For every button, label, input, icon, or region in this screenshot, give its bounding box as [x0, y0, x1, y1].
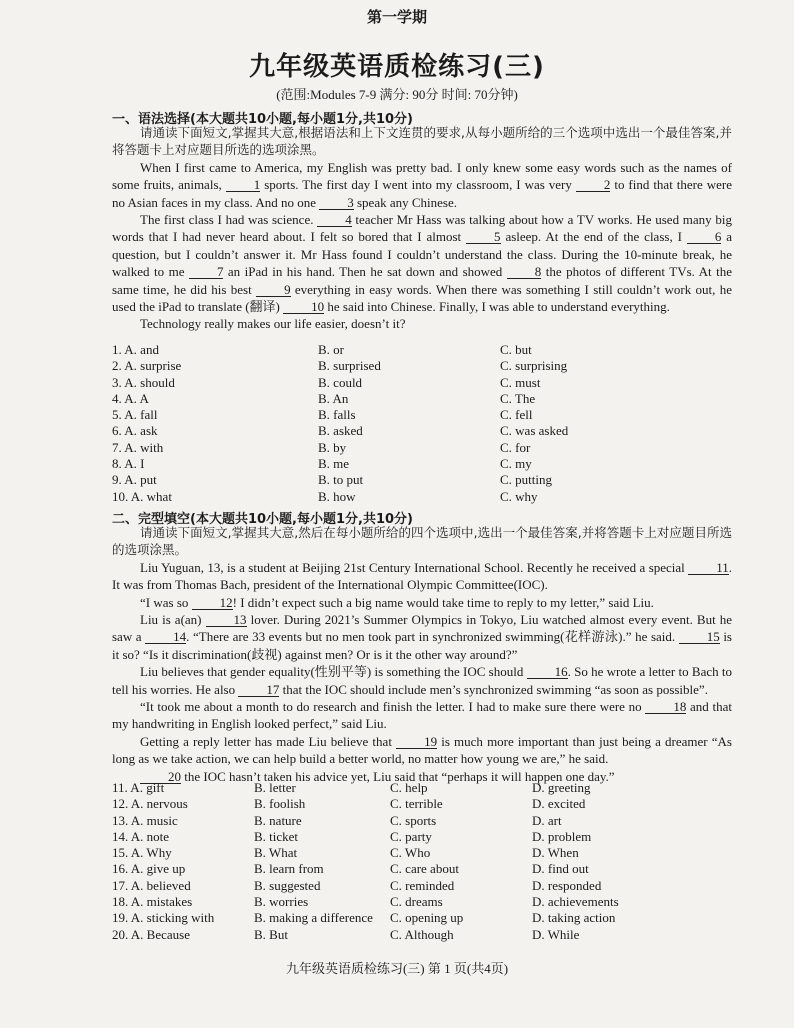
section2-paragraph-6: Getting a reply letter has made Liu believe that 19 is much more important than just being a dreamer “As long as we take action, we can help build a better world, no matter how young we are,” he said.	[112, 733, 732, 767]
option-choice: B. falls	[318, 407, 356, 423]
option-row	[112, 375, 732, 391]
option-choice: B. or	[318, 342, 344, 357]
blank-13: 13	[206, 613, 247, 627]
term-label: 第一学期	[366, 8, 427, 26]
option-choice: C. for	[500, 439, 531, 455]
option-choice: B. nature	[254, 812, 302, 828]
option-choice: C. but	[500, 342, 532, 357]
option-choice: D. find out	[532, 861, 589, 877]
option-choice: D. achievements	[532, 894, 619, 910]
option-choice: D. While	[532, 926, 580, 942]
option-choice: D. taking action	[532, 910, 616, 926]
option-choice: C. reminded	[390, 877, 455, 893]
blank-11: 11	[688, 561, 729, 575]
section2-paragraph-4: Liu believes that gender equality(性别平等) is something the IOC should 16. So he wrote a letter to Bach to tell his worries. He also 17 that the IOC should include men’s synchronized swimming “as soon as possible”.	[112, 664, 732, 697]
option-choice: 14. A. note	[112, 828, 170, 844]
option-row	[112, 878, 732, 894]
blank-19: 19	[396, 735, 437, 749]
option-choice: C. help	[390, 780, 428, 795]
option-choice: B. could	[318, 374, 363, 390]
section2-paragraph-2: “I was so 12! I didn’t expect such a big name would take time to reply to my letter,” said Liu.	[140, 594, 654, 610]
section1-paragraph-1: When I first came to America, my English was pretty bad. I only knew some easy words such as the names of some fruits, animals, 1 sports. The first day I went into my classroom, I was very 2 to find that there were no Asian faces in my class. And no one 3 speak any Chinese.	[112, 159, 732, 210]
option-row	[112, 423, 732, 439]
option-row	[112, 894, 732, 910]
section2-paragraph-1: Liu Yuguan, 13, is a student at Beijing 21st Century International School. Recently he received a special 11. It was from Thomas Bach, president of the International Olympic Committee(IOC).	[112, 559, 732, 593]
option-choice: C. Who	[390, 845, 431, 861]
blank-4: 4	[317, 213, 352, 227]
option-row	[112, 440, 732, 456]
option-choice: 13. A. music	[112, 812, 178, 828]
blank-10: 10	[283, 300, 324, 314]
section1-instruction: 请通读下面短文,掌握其大意,根据语法和上下文连贯的要求,从每小题所给的三个选项中选出一个最佳答案,并将答题卡上对应题目所选的选项涂黑。	[112, 125, 732, 158]
section2-passage	[112, 524, 732, 785]
section1-paragraph-3: Technology really makes our life easier, doesn’t it?	[140, 316, 406, 332]
option-choice: 11. A. gift	[112, 780, 165, 795]
option-choice: B. me	[318, 456, 350, 472]
option-choice: 7. A. with	[112, 439, 164, 455]
option-choice: B. letter	[254, 780, 296, 795]
option-choice: 4. A. A	[112, 390, 149, 406]
option-choice: C. why	[500, 488, 538, 504]
option-choice: 12. A. nervous	[112, 796, 188, 812]
option-choice: 17. A. believed	[112, 877, 191, 893]
option-choice: B. surprised	[318, 358, 381, 374]
option-choice: C. was asked	[500, 423, 569, 439]
option-choice: 18. A. mistakes	[112, 894, 193, 910]
section2-paragraph-5: “It took me about a month to do research and finish the letter. I had to make sure there were no 18 and that my handwriting in English looked perfect,” said Liu.	[112, 699, 732, 732]
option-row	[112, 342, 732, 358]
option-choice: 10. A. what	[112, 488, 172, 504]
section2-options	[112, 780, 732, 943]
option-choice: 3. A. should	[112, 374, 175, 390]
option-choice: B. What	[254, 845, 298, 861]
option-choice: B. how	[318, 488, 356, 504]
exam-range: (范围:Modules 7-9 满分: 90分 时间: 70分钟)	[276, 87, 518, 102]
option-choice: C. care about	[390, 861, 459, 877]
option-row	[112, 358, 732, 374]
option-choice: C. opening up	[390, 910, 464, 926]
option-choice: B. asked	[318, 423, 363, 439]
option-choice: B. making a difference	[254, 910, 373, 926]
option-choice: C. The	[500, 390, 536, 406]
blank-20: 20	[140, 770, 181, 784]
option-choice: C. must	[500, 374, 541, 390]
option-choice: B. learn from	[254, 861, 324, 877]
option-choice: B. An	[318, 390, 349, 406]
option-row	[112, 910, 732, 926]
option-choice: 2. A. surprise	[112, 358, 182, 374]
section1-heading: 一、语法选择(本大题共10小题,每小题1分,共10分)	[112, 112, 413, 127]
option-choice: 20. A. Because	[112, 926, 190, 942]
option-choice: 8. A. I	[112, 456, 145, 472]
option-choice: B. But	[254, 926, 288, 942]
section1-paragraph-2: The first class I had was science. 4 teacher Mr Hass was talking about how a TV works. He used many big words that I had never heard about. I felt so bored that I almost 5 asleep. At the end of the class, I 6 a question, but I couldn’t answer it. Mr Hass found I couldn’t understand the class. During the 10-minute break, he walked to me 7 an iPad in his hand. Then he sat down and showed 8 the photos of different TVs. At the same time, he did his best 9 everything in easy words. When there was something I still couldn’t work out, he used the iPad to translate (翻译) 10 he said into Chinese. Finally, I was able to understand everything.	[112, 212, 733, 315]
option-choice: B. suggested	[254, 877, 321, 893]
blank-8: 8	[507, 265, 542, 279]
option-choice: 9. A. put	[112, 472, 157, 488]
option-choice: 19. A. sticking with	[112, 910, 215, 926]
option-choice: B. ticket	[254, 828, 299, 844]
option-choice: D. art	[532, 812, 562, 828]
option-choice: D. problem	[532, 828, 592, 844]
section1-passage	[112, 124, 732, 333]
option-choice: C. sports	[390, 812, 437, 828]
option-choice: B. to put	[318, 472, 364, 488]
blank-9: 9	[256, 283, 291, 297]
option-row	[112, 391, 732, 407]
option-choice: 15. A. Why	[112, 845, 172, 861]
blank-12: 12	[192, 596, 233, 610]
option-choice: C. Although	[390, 926, 454, 942]
option-row	[112, 472, 732, 488]
option-row	[112, 796, 732, 812]
option-row	[112, 845, 732, 861]
option-choice: 1. A. and	[112, 342, 159, 357]
blank-5: 5	[466, 230, 501, 244]
option-choice: B. foolish	[254, 796, 306, 812]
blank-3: 3	[319, 196, 354, 210]
option-row	[112, 780, 732, 796]
option-choice: B. by	[318, 439, 347, 455]
exam-title: 九年级英语质检练习(三)	[249, 52, 545, 82]
blank-15: 15	[679, 630, 720, 644]
option-row	[112, 813, 732, 829]
option-choice: 6. A. ask	[112, 423, 158, 439]
option-choice: D. excited	[532, 796, 586, 812]
option-choice: D. When	[532, 845, 579, 861]
blank-16: 16	[527, 665, 568, 679]
blank-17: 17	[238, 683, 279, 697]
option-choice: C. fell	[500, 407, 533, 423]
option-row	[112, 407, 732, 423]
option-choice: C. putting	[500, 472, 553, 488]
option-row	[112, 829, 732, 845]
blank-6: 6	[687, 230, 722, 244]
option-row	[112, 927, 732, 943]
blank-18: 18	[645, 700, 686, 714]
option-choice: D. greeting	[532, 780, 591, 795]
section1-options	[112, 342, 732, 505]
section2-paragraph-3: Liu is a(an) 13 lover. During 2021’s Summer Olympics in Tokyo, Liu watched almost every event. But he saw a 14. “There are 33 events but no men took part in synchronized swimming(花样游泳).” he said. 15 is it so? “Is it discrimination(歧视) against men? Or is it the other way around?”	[112, 612, 732, 662]
option-row	[112, 456, 732, 472]
option-row	[112, 489, 732, 505]
option-choice: C. surprising	[500, 358, 568, 374]
section2-paragraph-7: 20 the IOC hasn’t taken his advice yet, Liu said that “perhaps it will happen one day.”	[112, 768, 732, 785]
section2-heading: 二、完型填空(本大题共10小题,每小题1分,共10分)	[112, 512, 413, 527]
section2-instruction: 请通读下面短文,掌握其大意,然后在每小题所给的四个选项中,选出一个最佳答案,并将答题卡上对应题目所选的选项涂黑。	[112, 525, 732, 558]
blank-7: 7	[189, 265, 224, 279]
option-choice: B. worries	[254, 894, 309, 910]
option-choice: D. responded	[532, 877, 602, 893]
option-choice: C. my	[500, 456, 532, 472]
option-choice: C. terrible	[390, 796, 443, 812]
option-choice: C. dreams	[390, 894, 443, 910]
blank-14: 14	[145, 630, 186, 644]
option-row	[112, 861, 732, 877]
page-footer: 九年级英语质检练习(三) 第 1 页(共4页)	[285, 961, 509, 976]
option-choice: 5. A. fall	[112, 407, 158, 423]
option-choice: C. party	[390, 828, 432, 844]
blank-2: 2	[576, 178, 611, 192]
blank-1: 1	[226, 178, 261, 192]
option-choice: 16. A. give up	[112, 861, 186, 877]
